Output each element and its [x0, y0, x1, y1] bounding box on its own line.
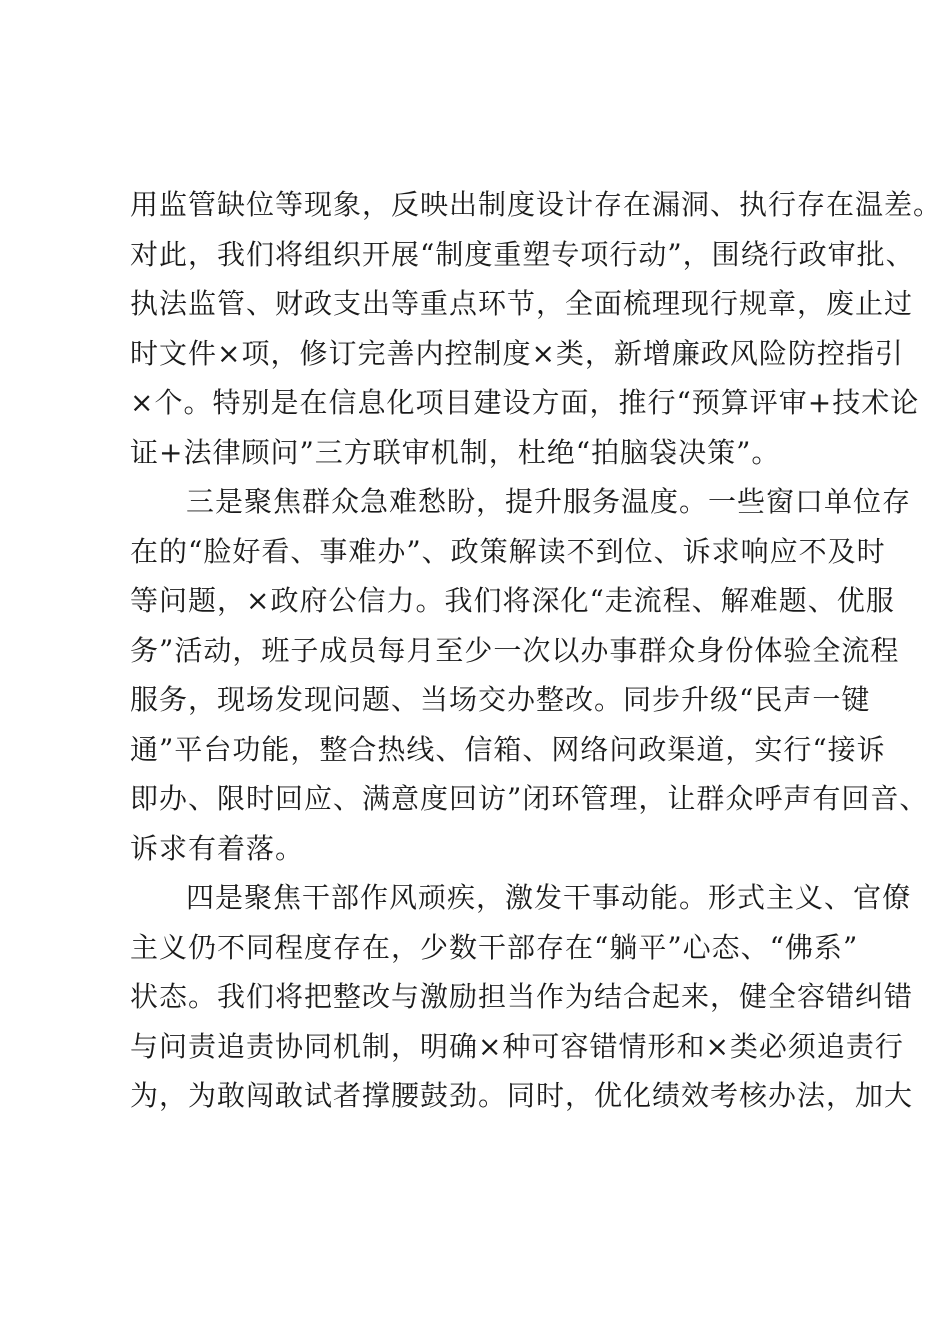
text-line: 即办、限时回应、满意度回访”闭环管理，让群众呼声有回音、 — [130, 782, 929, 815]
text-line: ×个。特别是在信息化项目建设方面，推行“预算评审+技术论 — [130, 386, 920, 419]
text-line: 诉求有着落。 — [130, 831, 305, 865]
text-line: 与问责追责协同机制，明确×种可容错情形和×类必须追责行 — [130, 1029, 904, 1063]
text-line: 三是聚焦群众急难愁盼，提升服务温度。一些窗口单位存 — [186, 485, 912, 518]
text-line: 四是聚焦干部作风顽疾，激发干事动能。形式主义、官僚 — [186, 881, 912, 914]
text-line: 状态。我们将把整改与激励担当作为结合起来，健全容错纠错 — [130, 980, 914, 1013]
text-line: 证+法律顾问”三方联审机制，杜绝“拍脑袋决策”。 — [130, 435, 781, 469]
text-line: 用监管缺位等现象，反映出制度设计存在漏洞、执行存在温差。 — [130, 188, 943, 221]
text-line: 为，为敢闯敢试者撑腰鼓劲。同时，优化绩效考核办法，加大 — [130, 1079, 914, 1112]
text-line: 在的“脸好看、事难办”、政策解读不到位、诉求响应不及时 — [130, 534, 886, 568]
text-line: 通”平台功能，整合热线、信箱、网络问政渠道，实行“接诉 — [130, 732, 886, 766]
document-body — [130, 180, 943, 1121]
paragraph-p3 — [130, 873, 914, 1121]
text-line: 服务，现场发现问题、当场交办整改。同步升级“民声一键 — [130, 683, 871, 716]
text-line: 等问题，×政府公信力。我们将深化“走流程、解难题、优服 — [130, 584, 895, 617]
text-line: 务”活动，班子成员每月至少一次以办事群众身份体验全流程 — [130, 633, 900, 667]
text-line: 执法监管、财政支出等重点环节，全面梳理现行规章，废止过 — [130, 287, 914, 320]
paragraph-p1 — [130, 180, 943, 477]
text-line: 时文件×项，修订完善内控制度×类，新增廉政风险防控指引 — [130, 336, 904, 370]
text-line: 主义仍不同程度存在，少数干部存在“躺平”心态、“佛系” — [130, 930, 859, 964]
paragraph-p2 — [130, 477, 929, 873]
text-line: 对此，我们将组织开展“制度重塑专项行动”，围绕行政审批、 — [130, 237, 915, 271]
